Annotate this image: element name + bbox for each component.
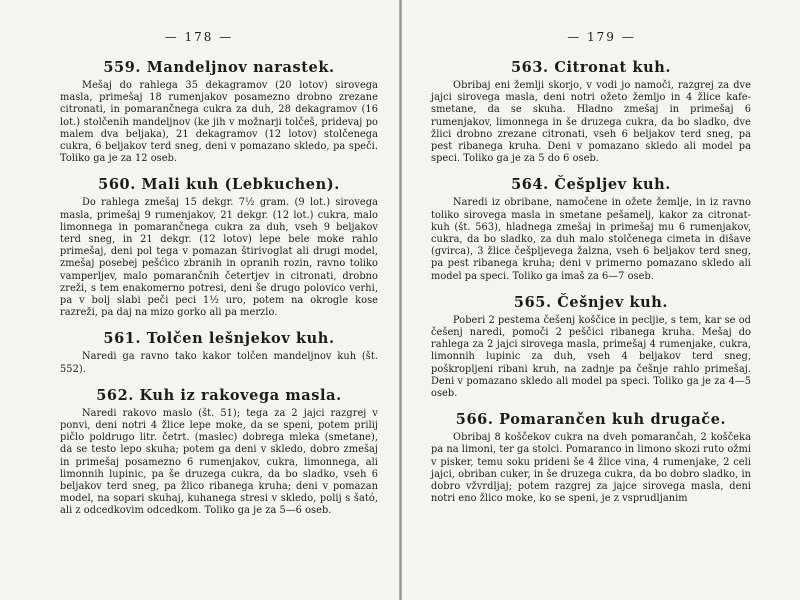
recipe-562 xyxy=(60,386,378,518)
recipe-565 xyxy=(431,293,751,400)
recipe-text: Do rahlega zmešaj 15 dekgr. 7½ gram. (9 lot.) sirovega masla, primešaj 9 rumenjakov, 21 dekgr. (12 lot.) cukra, malo limonnega in pomarančnega cukra za duh, vseh 9 beljakov terd sneg, in 21 dekgr. (12 lotov) lepe bele moke rahlo primešaj, deni pol tega v pomazan štirivoglat ali drugi model, zmešaj posebej pešćico zbranih in opranih rozin, ravno toliko vamperljev, malo pomarančnih četertjev in citronati, drobno zreži, s tem enakomerno potresi, deni še drugo polovico verhi, pa v bolj slabi peči peci 1½ uro, potem na okrogle kose razreži, pa daj na mizo gorko ali pa merzlo. xyxy=(60,197,378,319)
recipe-title: 566. Pomarančen kuh drugače. xyxy=(455,411,727,429)
recipe-text: Naredi rakovo maslo (št. 51); tega za 2 jajci razgrej v ponvi, deni notri 4 žlice lepe moke, da se speni, potem prilij pičlo poldrugo litr. četrt. (maslec) dobrega mleka (smetane), da se testo lepo skuha; potem ga deni v skledo, dobro zmešaj in primešaj posamezno 6 rumenjakov, cukra, limonnega, ali limonnih lupinic, pa še druzega cukra, da bo sladko, vseh 6 beljakov terd sneg, pa žlico ribanega kruha; deni v pomazan model, na sopari skuhaj, kuhanega stresi v skledo, polij s šató, ali z odcedkovim odcedkom. Toliko ga je za 5—6 oseb. xyxy=(60,407,378,517)
recipe-564 xyxy=(431,175,751,282)
book-gutter xyxy=(399,0,402,600)
recipe-title: 560. Mali kuh (Lebkuchen). xyxy=(98,176,340,194)
recipe-title: 563. Citronat kuh. xyxy=(510,59,672,76)
recipe-563 xyxy=(431,58,751,165)
recipe-text: Naredi ga ravno tako kakor tolčen mandeljnov kuh (št. 552). xyxy=(60,351,378,375)
left-page xyxy=(0,0,398,600)
recipe-560 xyxy=(60,175,378,319)
recipe-title: 561. Tolčen lešnjekov kuh. xyxy=(103,330,335,348)
recipe-566 xyxy=(431,410,751,505)
recipe-title: 559. Mandeljnov narastek. xyxy=(103,59,335,76)
right-page xyxy=(403,0,800,600)
recipe-559 xyxy=(60,58,378,165)
page-number: — 178 — xyxy=(164,30,234,44)
recipe-title: 562. Kuh iz rakovega masla. xyxy=(96,386,342,404)
recipe-text: Poberi 2 pestema češenj koščice in pecljie, s tem, kar se od češenj naredi, pomoči 2 peščici ribanega kruha. Mešaj do rahlega za 2 jajci sirovega masla, primešaj 4 rumenjake, cukra, limonnih lupinic za duh, vseh 4 beljakov terd sneg, poškropljeni ribani kruh, na zadnje pa češnje rahlo primešaj. Deni v pomazano skledo ali model pa speci. Toliko ga je za 4—5 oseb. xyxy=(431,314,751,400)
recipe-text: Obribaj 8 koščekov cukra na dveh pomarančah, 2 koščeka pa na limoni, ter ga stolci. Pomaranco in limono skozi ruto ožmi v pisker, temu soku prideni še 4 žlice vina, 4 rumenjake, 2 celi jajci, obriban cuker, in še druzega cukra, da bo dobro sladko, in dobro vžvrdljaj; potem razgrej za jajce sirovega masla, deni notri eno žlico moke, ko se speni, je z vsprudljanim xyxy=(431,432,752,505)
recipe-text: Naredi iz obribane, namočene in ožete žemlje, in iz ravno toliko sirovega masla in smetane pešamelj, kakor za citronat-kuh (št. 563), hladnega zmešaj in primešaj mu 6 rumenjakov, cukra, da bo sladko, za duh malo stolčenega cimeta in dišave (gvirca), 3 žlice češpljevega žalzna, vseh 6 beljakov terd sneg, pa pest ribanega kruha; deni v primerno pomazano skledo ali model pa speci. Toliko ga imaš za 6—7 oseb. xyxy=(431,197,751,282)
recipe-text: Mešaj do rahlega 35 dekagramov (20 lotov) sirovega masla, primešaj 18 rumenjakov posamezno drobno zrezane citronati, in pomarančnega cukra za duh, 28 dekagramov (16 lot.) stolčenih mandeljnov (ke jih v možnarji tolčeš, pridevaj po malem dva beljaka), 21 dekagramov (12 lotov) stolčenega cukra, 6 beljakov terd sneg, deni v pomazano skledo, pa speči. Toliko ga je za 12 oseb. xyxy=(60,80,378,165)
recipe-text: Obribaj eni žemlji skorjo, v vodi jo namoči, razgrej za dve jajci sirovega masla, deni notri ožeto žemljo in 4 žlice kafe-smetane, da se skuha. Hladno zmešaj in primešaj 6 rumenjakov, limonnega in še druzega cukra, da bo sladko, dve žlici drobno zrezane citronati, vseh 6 beljakov terd sneg, pa pest ribanega kruha. Deni v pomazano skledo ali model pa speci. Toliko ga je za 5 do 6 oseb. xyxy=(431,80,751,165)
page-number: — 179 — xyxy=(567,30,636,44)
recipe-title: 564. Češpljev kuh. xyxy=(511,176,671,194)
text-column xyxy=(431,58,751,515)
recipe-561 xyxy=(60,329,378,375)
text-column xyxy=(60,58,378,528)
recipe-title: 565. Češnjev kuh. xyxy=(513,293,669,311)
